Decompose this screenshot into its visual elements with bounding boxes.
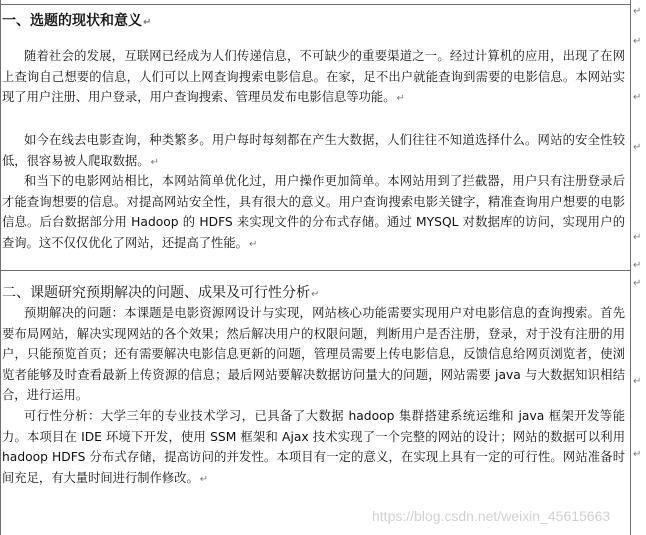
cell-end-mark: ↵ bbox=[633, 36, 642, 47]
table-top-border bbox=[0, 4, 631, 5]
table-right-border bbox=[630, 0, 631, 535]
cell-end-mark: ↵ bbox=[633, 260, 642, 271]
cell-end-mark: ↵ bbox=[633, 376, 642, 387]
cell-end-mark: ↵ bbox=[633, 92, 642, 103]
section-2-paragraph: 可行性分析：大学三年的专业技术学习，已具备了大数据 hadoop 集群搭建系统运维和 java 框架开发等能力。本项目在 IDE 环境下开发，使用 SSM 框架和 Ajax 技术实现了一个完整的网站的设计；网站的数据可以利用 hadoop HDFS 分布式存储，提高访问的并发性。本项目有一定的意义，在实现上具有一定的可行性。网站准备时间充足，有大量时间进行制作修改。↵ bbox=[2, 409, 625, 485]
section-1-paragraph: 随着社会的发展，互联网已经成为人们传递信息，不可缺少的重要渠道之一。经过计算机的应用，出现了在网上查询自己想要的信息，人们可以上网查询搜索电影信息。在家，足不出户就能查询到需要的电影信息。本网站实现了用户注册、用户登录，用户查询搜索、管理员发布电影信息等功能。↵ bbox=[2, 49, 625, 104]
cell-end-mark: ↵ bbox=[633, 6, 642, 17]
section-2-heading: 二、课题研究预期解决的问题、成果及可行性分析↵ bbox=[2, 285, 320, 301]
section-1-paragraph: 和当下的电影网站相比，本网站简单优化过，用户操作更加简单。本网站用到了拦截器，用户只有注册登录后才能查询想要的信息。对提高网站安全性，具有很大的意义。用户查询搜索电影关键字，精准查询用户想要的电影信息。后台数据部分用 Hadoop 的 HDFS 来实现文件的分布式存储。通过 MYSQL 对数据库的访问，实现用户的查询。这不仅仅优化了网站，还提高了性能。↵ bbox=[2, 174, 625, 250]
table-left-border bbox=[0, 0, 1, 535]
cell-end-mark: ↵ bbox=[633, 232, 642, 243]
section-1-heading: 一、选题的现状和意义↵ bbox=[2, 13, 152, 29]
section-2-paragraph: 预期解决的问题：本课题是电影资源网设计与实现，网站核心功能需要实现用户对电影信息的查询搜索。首先要布局网站，解决实现网站的各个效果；然后解决用户的权限问题，判断用户是否注册，登录，对于没有注册的用户，只能预览首页；还有需要解决电影信息更新的问题，管理员需要上传电影信息，反馈信息给网页浏览者，使浏览者能够及时查看最新上传资源的信息；最后网站要解决数据访问量大的问题，网站需要 java 与大数据知识相结合，进行运用。 bbox=[2, 306, 625, 402]
cell-end-mark: ↵ bbox=[633, 142, 642, 153]
table-row-divider bbox=[0, 270, 631, 271]
section-1-paragraph: 如今在线去电影查询，种类繁多。用户每时每刻都在产生大数据，人们往往不知道选择什么。网站的安全性较低，很容易被人爬取数据。↵ bbox=[2, 133, 625, 168]
cell-end-mark: ↵ bbox=[633, 278, 642, 289]
watermark: https://blog.csdn.net/weixin_45615663 bbox=[372, 508, 611, 524]
cell-end-mark: ↵ bbox=[633, 449, 642, 460]
